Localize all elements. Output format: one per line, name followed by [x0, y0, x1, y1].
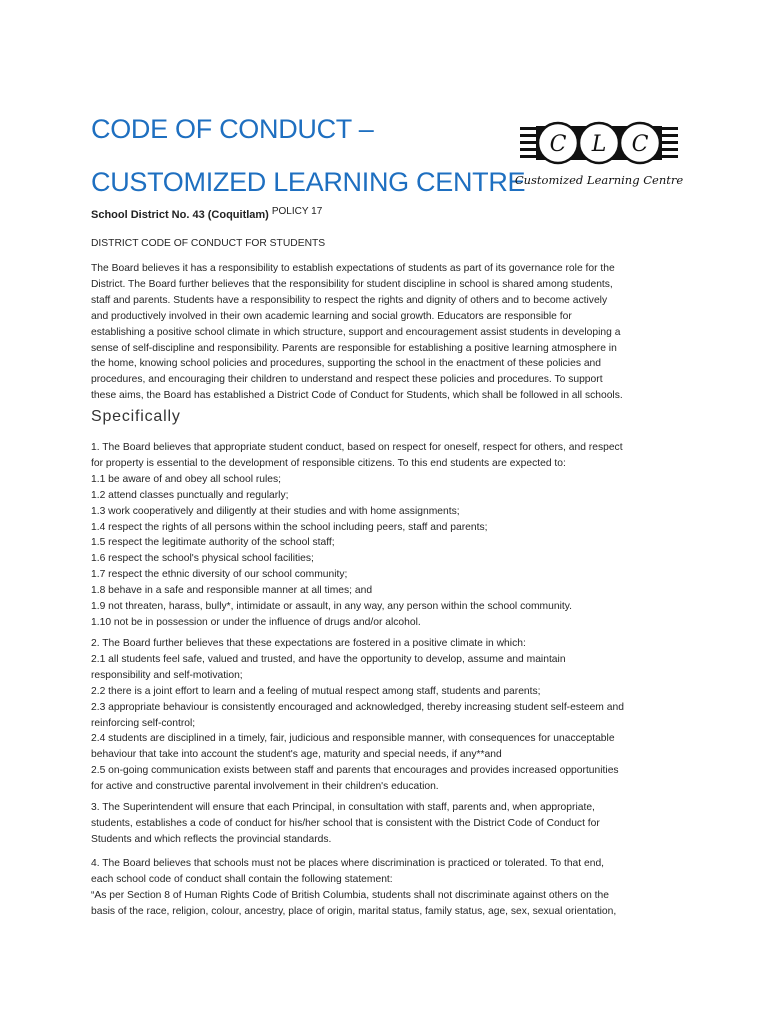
- text-line: 1.8 behave in a safe and responsible manner at all times; and: [91, 585, 373, 597]
- text-line: Students and which reflects the provincial standards.: [91, 833, 332, 845]
- district-code-heading: DISTRICT CODE OF CONDUCT FOR STUDENTS: [91, 238, 326, 249]
- text-line: 1. The Board believes that appropriate student conduct, based on respect for oneself, respect for others, and respect: [91, 442, 623, 453]
- text-line: 1.4 respect the rights of all persons within the school including peers, staff and parents;: [91, 521, 488, 533]
- text-line: District. The Board further believes that the responsibility for student discipline in school is shared among students,: [91, 278, 613, 290]
- section-1: [91, 440, 686, 631]
- text-line: 1.9 not threaten, harass, bully*, intimidate or assault, in any way, any person within the school community.: [91, 601, 572, 613]
- text-line: students, establishes a code of conduct for his/her school that is consistent with the District Code of Conduct for: [91, 817, 600, 829]
- logo-tagline: Customized Learning Centre: [514, 173, 684, 187]
- district-line: [91, 206, 323, 221]
- text-line: reinforcing self-control;: [91, 717, 196, 729]
- text-line: 1.7 respect the ethnic diversity of our school community;: [91, 569, 348, 581]
- text-line: the home, knowing school policies and procedures, supporting the school in the enactment of these policies and: [91, 358, 602, 370]
- logo-letter-1: C: [549, 132, 567, 157]
- text-line: 4. The Board believes that schools must not be places where discrimination is practiced or tolerated. To that end,: [91, 858, 605, 869]
- text-line: 3. The Superintendent will ensure that each Principal, in consultation with staff, parents and, when appropriate,: [91, 802, 595, 813]
- section-3: [91, 800, 686, 848]
- text-line: 1.5 respect the legitimate authority of the school staff;: [91, 537, 335, 549]
- document-title-line-1: CODE OF CONDUCT –: [91, 114, 374, 144]
- text-line: establishing a positive school climate in which structure, support and encouragement assist students in developing a: [91, 326, 621, 338]
- text-line: 2.2 there is a joint effort to learn and a feeling of mutual respect among staff, students and parents;: [91, 685, 541, 697]
- section-4: [91, 856, 686, 920]
- logo-right-stripes: [662, 127, 678, 158]
- text-line: these aims, the Board has established a District Code of Conduct for Students, which shall be followed in all schools.: [91, 390, 623, 402]
- logo-left-stripes: [520, 127, 536, 158]
- text-line: 1.10 not be in possession or under the influence of drugs and/or alcohol.: [91, 616, 421, 628]
- text-line: procedures, and encouraging their children to understand and respect these policies and procedures. To support: [91, 374, 603, 386]
- text-line: The Board believes it has a responsibility to establish expectations of students as part of its governance role for the: [91, 263, 615, 274]
- text-line: for active and constructive parental involvement in their children's education.: [91, 781, 439, 793]
- logo-letter-3: C: [631, 132, 649, 157]
- policy-number: POLICY 17: [271, 206, 323, 217]
- text-line: 2.5 on-going communication exists between staff and parents that encourages and provides increased opportunities: [91, 765, 619, 777]
- clc-logo: [514, 121, 684, 191]
- document-title-line-2: CUSTOMIZED LEARNING CENTRE: [91, 167, 526, 197]
- text-line: 1.2 attend classes punctually and regularly;: [91, 489, 289, 501]
- text-line: 1.3 work cooperatively and diligently at their studies and with home assignments;: [91, 505, 460, 517]
- text-line: and productively involved in their own academic learning and social growth. Educators are responsible for: [91, 310, 572, 322]
- text-line: 1.6 respect the school's physical school facilities;: [91, 553, 314, 565]
- text-line: 1.1 be aware of and obey all school rules;: [91, 473, 282, 485]
- section-2: [91, 636, 686, 795]
- text-line: 2.1 all students feel safe, valued and trusted, and have the opportunity to develop, assume and maintain: [91, 653, 566, 665]
- text-line: 2.3 appropriate behaviour is consistently encouraged and acknowledged, thereby increasing student self-esteem and: [91, 701, 624, 713]
- text-line: 2.4 students are disciplined in a timely, fair, judicious and responsible manner, with consequences for unacceptable: [91, 733, 615, 745]
- text-line: “As per Section 8 of Human Rights Code of British Columbia, students shall not discriminate against others on the: [91, 889, 609, 901]
- text-line: behaviour that take into account the student's age, maturity and special needs, if any**and: [91, 749, 502, 761]
- intro-paragraph: [91, 261, 686, 404]
- text-line: each school code of conduct shall contain the following statement:: [91, 873, 393, 885]
- district-name: School District No. 43 (Coquitlam): [91, 209, 269, 221]
- text-line: sense of self-discipline and responsibility. Parents are responsible for establishing a positive learning atmosphere in: [91, 342, 617, 354]
- text-line: basis of the race, religion, colour, ancestry, place of origin, marital status, family status, age, sex, sexual orientation,: [91, 905, 617, 917]
- text-line: responsibility and self-motivation;: [91, 669, 243, 681]
- specifically-heading: Specifically: [91, 408, 181, 425]
- text-line: staff and parents. Students have a responsibility to respect the rights and dignity of others and to become actively: [91, 294, 608, 306]
- logo-letter-2: L: [591, 132, 607, 157]
- text-line: 2. The Board further believes that these expectations are fostered in a positive climate in which:: [91, 638, 526, 649]
- text-line: for property is essential to the development of responsible citizens. To this end students are expected to:: [91, 457, 566, 469]
